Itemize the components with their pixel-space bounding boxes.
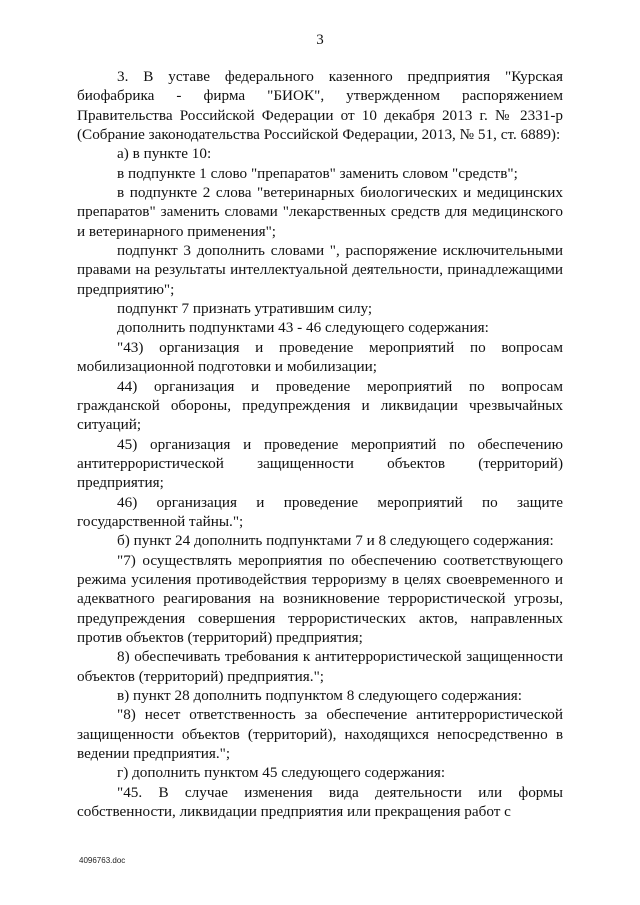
paragraph-item-8-responsibility: "8) несет ответственность за обеспечение антитеррористической защищенности объектов (территорий), находящихся непосредственно в ведении предприятия."; bbox=[77, 706, 563, 763]
paragraph-subpoint-2: в подпункте 2 слова "ветеринарных биологических и медицинских препаратов" заменить словами "лекарственных средств для медицинского и ветеринарного применения"; bbox=[77, 184, 563, 240]
paragraph-v-point-28: в) пункт 28 дополнить подпунктом 8 следующего содержания: bbox=[117, 687, 522, 704]
paragraph-subpoint-7: подпункт 7 признать утратившим силу; bbox=[117, 300, 373, 318]
paragraph-add-43-46: дополнить подпунктами 43 - 46 следующего содержания: bbox=[117, 319, 489, 337]
page-number: 3 bbox=[316, 32, 324, 48]
paragraph-item-43: "43) организация и проведение мероприятий по вопросам мобилизационной подготовки и мобилизации; bbox=[77, 338, 563, 376]
paragraph-item-44: 44) организация и проведение мероприятий по вопросам гражданской обороны, предупреждения и ликвидации чрезвычайных ситуаций; bbox=[77, 377, 563, 434]
paragraph-subpoint-1: в подпункте 1 слово "препаратов" заменить словом "средств"; bbox=[117, 164, 518, 182]
paragraph-b-point-24: б) пункт 24 дополнить подпунктами 7 и 8 следующего содержания: bbox=[117, 532, 554, 550]
paragraph-g-point-45: г) дополнить пунктом 45 следующего содержания: bbox=[117, 764, 446, 782]
paragraph-item-46: 46) организация и проведение мероприятий по защите государственной тайны."; bbox=[77, 493, 563, 530]
paragraph-item-45: 45) организация и проведение мероприятий по обеспечению антитеррористической защищенности объектов (территорий) предприятия; bbox=[77, 435, 563, 492]
paragraph-item-7: "7) осуществлять мероприятия по обеспечению соответствующего режима усиления противодействия терроризму в целях своевременного и адекватного реагирования на возникновение террористической угрозы, предупреждения совершения террористических актов, направленных против объектов (территорий) предприятия; bbox=[77, 551, 563, 646]
paragraph-item-8: 8) обеспечивать требования к антитеррористической защищенности объектов (территорий) предприятия."; bbox=[77, 648, 563, 685]
paragraph-a-point-10: а) в пункте 10: bbox=[117, 145, 212, 163]
paragraph-3-charter: 3. В уставе федерального казенного предприятия "Курская биофабрика - фирма "БИОК", утвержденном распоряжением Правительства Российской Федерации от 10 декабря 2013 г. № 2331-р (Собрание законодательства Российской Федерации, 2013, № 51, ст. 6889): bbox=[77, 68, 563, 144]
paragraph-item-45-text: "45. В случае изменения вида деятельности или формы собственности, ликвидации предприятия или прекращения работ с bbox=[77, 783, 563, 821]
paragraph-subpoint-3: подпункт 3 дополнить словами ", распоряжение исключительными правами на результаты интеллектуальной деятельности, принадлежащими предприятию"; bbox=[77, 242, 563, 298]
footer-filename: 4096763.doc bbox=[79, 856, 126, 865]
document-body bbox=[77, 67, 563, 821]
